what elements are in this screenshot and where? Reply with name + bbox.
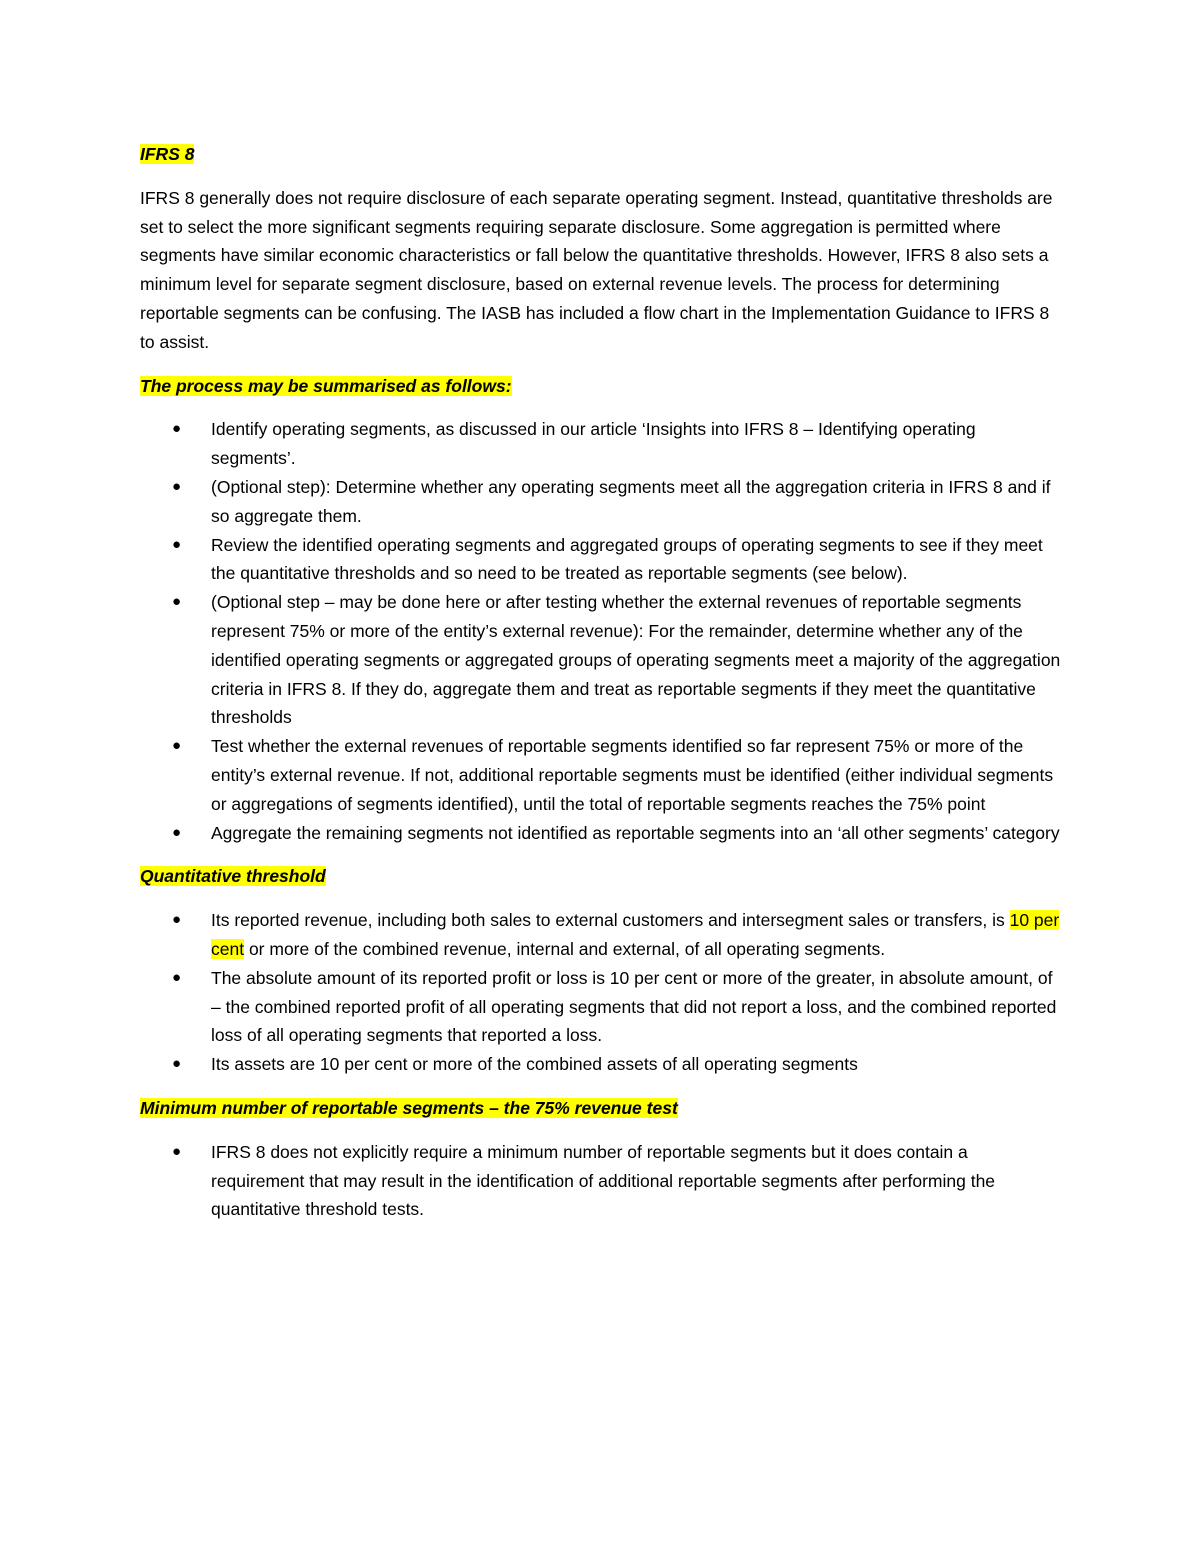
minimum-item: [140, 1138, 1065, 1224]
process-item: [140, 819, 1065, 848]
threshold-item: [140, 906, 1065, 964]
threshold-item-subtext: – the combined reported profit of all operating segments that did not report a loss, and the combined reported loss of all operating segments that reported a loss.: [211, 996, 1057, 1046]
document-page: [140, 140, 1065, 1239]
threshold-heading-text: Quantitative threshold: [140, 866, 326, 887]
bullet-icon: ●: [172, 911, 182, 929]
minimum-item-text: IFRS 8 does not explicitly require a minimum number of reportable segments but it does contain a requirement that may result in the identification of additional reportable segments after performing the quantitative threshold tests.: [211, 1141, 996, 1220]
minimum-heading-text: Minimum number of reportable segments – the 75% revenue test: [140, 1097, 678, 1118]
bullet-icon: ●: [172, 968, 182, 986]
process-item-text: Review the identified operating segments and aggregated groups of operating segments to see if they meet the quantitative thresholds and so need to be treated as reportable segments (see below).: [211, 534, 1043, 584]
process-item: [140, 732, 1065, 818]
document-title-text: IFRS 8: [140, 144, 195, 164]
threshold-item-text-after: or more of the combined revenue, internal and external, of all operating segments.: [244, 938, 886, 959]
process-item-text: Identify operating segments, as discussed in our article ‘Insights into IFRS 8 – Identifying operating segments’.: [211, 419, 976, 469]
bullet-icon: ●: [172, 420, 182, 438]
threshold-item-text-before: Its reported revenue, including both sales to external customers and intersegment sales or transfers, is: [211, 910, 1010, 931]
process-list: [140, 415, 1065, 847]
threshold-item: [140, 964, 1065, 1050]
bullet-icon: ●: [172, 593, 182, 611]
threshold-heading: [140, 862, 1065, 891]
minimum-list: [140, 1138, 1065, 1224]
process-item: [140, 415, 1065, 473]
bullet-icon: ●: [172, 737, 182, 755]
bullet-icon: ●: [172, 823, 182, 841]
bullet-icon: ●: [172, 535, 182, 553]
threshold-item-text: Its assets are 10 per cent or more of the combined assets of all operating segments: [211, 1054, 858, 1075]
threshold-item-text: The absolute amount of its reported profit or loss is 10 per cent or more of the greater, in absolute amount, of: [211, 967, 1053, 988]
process-heading: [140, 372, 1065, 401]
threshold-list: [140, 906, 1065, 1079]
process-item: [140, 531, 1065, 589]
bullet-icon: ●: [172, 1142, 182, 1160]
process-heading-text: The process may be summarised as follows:: [140, 375, 512, 396]
process-item-text: (Optional step): Determine whether any operating segments meet all the aggregation criteria in IFRS 8 and if so aggregate them.: [211, 476, 1051, 526]
process-item: [140, 473, 1065, 531]
process-item-text: Test whether the external revenues of reportable segments identified so far represent 75% or more of the entity’s external revenue. If not, additional reportable segments must be identified (either individual segments or aggregations of segments identified), until the total of reportable segments reaches the 75% point: [211, 736, 1054, 814]
bullet-icon: ●: [172, 477, 182, 495]
process-item: [140, 588, 1065, 732]
process-item-text: (Optional step – may be done here or after testing whether the external revenues of reportable segments represent 75% or more of the entity’s external revenue): For the remainder, determine whether any of the identified operating segments or aggregated groups of operating segments meet a majority of the aggregation criteria in IFRS 8. If they do, aggregate them and treat as reportable segments if they meet the quantitative thresholds: [211, 592, 1061, 728]
threshold-item: [140, 1050, 1065, 1079]
bullet-icon: ●: [172, 1055, 182, 1073]
process-item-text: Aggregate the remaining segments not identified as reportable segments into an ‘all other segments’ category: [211, 822, 1060, 843]
document-title: [140, 140, 1065, 169]
highlighted-threshold: 10 per cent: [211, 910, 1060, 959]
intro-paragraph: IFRS 8 generally does not require disclosure of each separate operating segment. Instead, quantitative thresholds are set to select the more significant segments requiring separate disclosure. Some aggregation is permitted where segments have similar economic characteristics or fall below the quantitative thresholds. However, IFRS 8 also sets a minimum level for separate segment disclosure, based on external revenue levels. The process for determining reportable segments can be confusing. The IASB has included a flow chart in the Implementation Guidance to IFRS 8 to assist.: [140, 187, 1053, 352]
minimum-heading: [140, 1094, 1065, 1123]
